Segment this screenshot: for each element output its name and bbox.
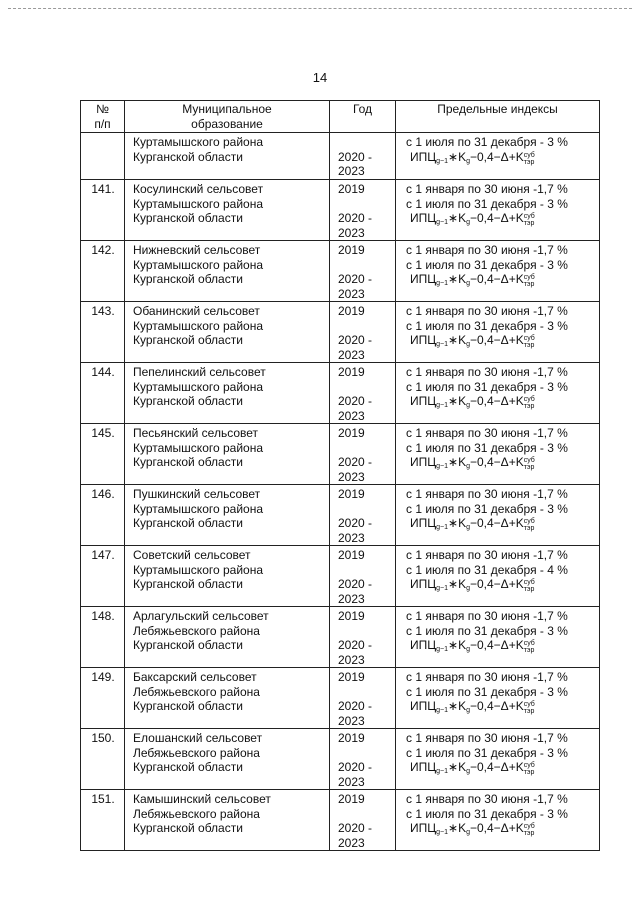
formula-mid2: −0,4−Δ+K — [469, 333, 524, 347]
period-line: с 1 января по 30 июня -1,7 % — [406, 609, 568, 623]
year-single: 2019 — [338, 182, 365, 196]
municipality-line: Камышинский сельсовет — [133, 792, 271, 806]
formula-k-sub: g — [466, 646, 470, 653]
formula-k-sup: суб — [523, 640, 535, 647]
year-range-end: 2023 — [338, 774, 365, 789]
formula-ipc: ИПЦ — [410, 516, 437, 530]
formula-ipc: ИПЦ — [410, 333, 437, 347]
index-formula — [406, 150, 597, 170]
table-body — [81, 133, 600, 851]
row-year-cell — [330, 424, 396, 485]
period-line: с 1 января по 30 июня -1,7 % — [406, 365, 568, 379]
formula-ipc-sub: g−1 — [436, 341, 449, 348]
municipality-line: Куртамышского района — [133, 562, 264, 577]
formula-mid1: ∗K — [448, 577, 467, 591]
municipality-line: Куртамышского района — [133, 501, 264, 516]
formula-mid1: ∗K — [448, 760, 467, 774]
formula-k-sub2: тэр — [523, 281, 535, 288]
formula-k-sub: g — [466, 219, 470, 226]
period-line: с 1 июля по 31 декабря - 3 % — [406, 684, 568, 699]
row-num-cell: 141. — [81, 180, 125, 241]
municipality-line: Куртамышского района — [133, 379, 264, 394]
year-range-start: 2020 - — [338, 149, 373, 164]
year-spacer — [338, 624, 392, 639]
formula-ipc-sub: g−1 — [436, 402, 449, 409]
row-municipality-cell — [125, 668, 330, 729]
municipality-line: Арлагульский сельсовет — [133, 609, 269, 623]
formula-k-sub: g — [466, 402, 470, 409]
row-municipality-cell — [125, 424, 330, 485]
formula-ipc-sub: g−1 — [436, 219, 449, 226]
formula-k-sub: g — [466, 585, 470, 592]
formula-mid1: ∗K — [448, 516, 467, 530]
formula-mid2: −0,4−Δ+K — [469, 455, 524, 469]
formula-k-sup: суб — [523, 762, 535, 769]
table-row — [81, 790, 600, 851]
formula-mid2: −0,4−Δ+K — [469, 699, 524, 713]
formula-mid1: ∗K — [448, 333, 467, 347]
table-row-continued — [81, 133, 600, 180]
year-range-end: 2023 — [338, 408, 365, 423]
year-range-end: 2023 — [338, 713, 365, 728]
formula-k-sub: g — [466, 463, 470, 470]
period-line: с 1 января по 30 июня -1,7 % — [406, 487, 568, 501]
formula-k-sub2: тэр — [523, 525, 535, 532]
formula-k-stack — [524, 213, 535, 227]
year-range-end: 2023 — [338, 530, 365, 545]
table-row — [81, 363, 600, 424]
header-num — [81, 101, 125, 133]
municipality-line: Елошанский сельсовет — [133, 731, 263, 745]
year-spacer — [338, 197, 392, 212]
table-row — [81, 485, 600, 546]
year-single: 2019 — [338, 426, 365, 440]
formula-k-sub2: тэр — [523, 586, 535, 593]
formula-mid2: −0,4−Δ+K — [469, 821, 524, 835]
row-num-cell: 144. — [81, 363, 125, 424]
header-num-line-1: № — [96, 102, 109, 116]
header-row — [81, 101, 600, 133]
formula-mid1: ∗K — [448, 821, 467, 835]
municipality-line: Куртамышского района — [133, 318, 264, 333]
municipality-line: Курганской области — [133, 272, 243, 286]
year-spacer — [338, 441, 392, 456]
formula-k-sup: суб — [523, 335, 535, 342]
formula-k-sub2: тэр — [523, 464, 535, 471]
index-formula — [406, 760, 597, 780]
formula-mid2: −0,4−Δ+K — [469, 149, 524, 164]
formula-mid2: −0,4−Δ+K — [469, 394, 524, 408]
row-year-cell — [330, 302, 396, 363]
year-spacer — [338, 746, 392, 761]
period-line: с 1 января по 30 июня -1,7 % — [406, 182, 568, 196]
row-num-cell: 149. — [81, 668, 125, 729]
municipality-line: Курганской области — [133, 699, 243, 713]
year-spacer — [338, 502, 392, 517]
formula-mid2: −0,4−Δ+K — [469, 577, 524, 591]
formula-k-sup: суб — [523, 151, 535, 159]
formula-mid2: −0,4−Δ+K — [469, 272, 524, 286]
formula-ipc: ИПЦ — [410, 394, 437, 408]
row-index-cell — [396, 607, 600, 668]
year-spacer — [338, 258, 392, 273]
period-line: с 1 июля по 31 декабря - 3 % — [406, 135, 568, 149]
year-spacer — [338, 319, 392, 334]
row-index-cell — [396, 790, 600, 851]
row-index-cell — [396, 241, 600, 302]
municipality-line: Обанинский сельсовет — [133, 304, 260, 318]
municipality-line: Нижневский сельсовет — [133, 243, 261, 257]
formula-ipc: ИПЦ — [410, 149, 437, 164]
row-num-cell: 145. — [81, 424, 125, 485]
formula-k-sup: суб — [523, 457, 535, 464]
period-line: с 1 июля по 31 декабря - 3 % — [406, 379, 568, 394]
municipality-line: Курганской области — [133, 516, 243, 530]
year-range-end: 2023 — [338, 286, 365, 301]
year-spacer — [338, 685, 392, 700]
index-formula — [406, 821, 597, 841]
row-year-cell — [330, 546, 396, 607]
header-municipality — [125, 101, 330, 133]
formula-k-sub2: тэр — [523, 158, 535, 166]
formula-mid2: −0,4−Δ+K — [469, 760, 524, 774]
municipality-line: Куртамышского района — [133, 196, 264, 211]
formula-k-stack — [524, 579, 535, 593]
year-single: 2019 — [338, 304, 365, 318]
municipality-line: Баксарский сельсовет — [133, 670, 257, 684]
year-single: 2019 — [338, 609, 365, 623]
formula-k-stack — [524, 701, 535, 715]
municipality-line: Курганской области — [133, 638, 243, 652]
period-line: с 1 июля по 31 декабря - 3 % — [406, 196, 568, 211]
scan-top-line — [8, 8, 632, 9]
period-line: с 1 января по 30 июня -1,7 % — [406, 731, 568, 745]
municipality-line: Косулинский сельсовет — [133, 182, 264, 196]
table-row — [81, 546, 600, 607]
year-single: 2019 — [338, 548, 365, 562]
year-range-end: 2023 — [338, 225, 365, 240]
row-year-cell — [330, 241, 396, 302]
row-municipality-cell — [125, 729, 330, 790]
formula-ipc-sub: g−1 — [436, 829, 449, 836]
formula-mid1: ∗K — [448, 638, 467, 652]
municipality-line: Курганской области — [133, 333, 243, 347]
municipality-line: Лебяжьевского района — [133, 806, 260, 821]
row-index-cell — [396, 546, 600, 607]
row-index-cell — [396, 133, 600, 180]
row-index-cell — [396, 302, 600, 363]
table-row — [81, 729, 600, 790]
formula-k-stack — [524, 457, 535, 471]
row-municipality-cell — [125, 133, 330, 180]
municipality-line: Курганской области — [133, 455, 243, 469]
formula-ipc-sub: g−1 — [436, 157, 449, 165]
year-single: 2019 — [338, 731, 365, 745]
formula-mid1: ∗K — [448, 394, 467, 408]
index-formula — [406, 516, 597, 536]
formula-k-sub2: тэр — [523, 647, 535, 654]
index-formula — [406, 638, 597, 658]
municipality-line: Пушкинский сельсовет — [133, 487, 261, 501]
formula-k-stack — [524, 152, 535, 166]
period-line: с 1 июля по 31 декабря - 3 % — [406, 745, 568, 760]
municipality-line: Курганской области — [133, 577, 243, 591]
index-formula — [406, 577, 597, 597]
year-single: 2019 — [338, 487, 365, 501]
formula-k-sub: g — [466, 707, 470, 714]
formula-k-sub2: тэр — [523, 708, 535, 715]
formula-k-sub: g — [466, 524, 470, 531]
row-num-cell: 143. — [81, 302, 125, 363]
row-year-cell — [330, 133, 396, 180]
formula-k-stack — [524, 274, 535, 288]
formula-k-stack — [524, 640, 535, 654]
formula-k-sub: g — [466, 280, 470, 287]
period-line: с 1 января по 30 июня -1,7 % — [406, 670, 568, 684]
index-formula — [406, 211, 597, 231]
formula-k-sub: g — [466, 768, 470, 775]
index-formula — [406, 455, 597, 475]
year-spacer — [338, 135, 392, 150]
table-row — [81, 180, 600, 241]
header-index-line-1: Предельные индексы — [437, 102, 558, 116]
year-range-start: 2020 - — [338, 272, 373, 286]
formula-mid1: ∗K — [448, 272, 467, 286]
year-range-end: 2023 — [338, 652, 365, 667]
row-year-cell — [330, 485, 396, 546]
row-municipality-cell — [125, 607, 330, 668]
row-year-cell — [330, 180, 396, 241]
formula-k-sup: суб — [523, 518, 535, 525]
row-municipality-cell — [125, 790, 330, 851]
year-range-end: 2023 — [338, 347, 365, 362]
header-municipality-line-1: Муниципальное — [182, 102, 272, 116]
year-range-end: 2023 — [338, 164, 365, 178]
formula-mid1: ∗K — [448, 699, 467, 713]
municipality-line: Курганской области — [133, 394, 243, 408]
row-num-cell — [81, 133, 125, 180]
row-index-cell — [396, 668, 600, 729]
formula-mid1: ∗K — [448, 455, 467, 469]
row-num-cell: 147. — [81, 546, 125, 607]
header-year — [330, 101, 396, 133]
formula-k-sub: g — [466, 829, 470, 836]
formula-ipc: ИПЦ — [410, 211, 437, 225]
period-line: с 1 июля по 31 декабря - 3 % — [406, 318, 568, 333]
formula-ipc-sub: g−1 — [436, 768, 449, 775]
formula-ipc: ИПЦ — [410, 821, 437, 835]
year-range-start: 2020 - — [338, 516, 373, 530]
row-num-cell: 151. — [81, 790, 125, 851]
formula-k-sup: суб — [523, 823, 535, 830]
formula-k-stack — [524, 335, 535, 349]
row-index-cell — [396, 485, 600, 546]
row-year-cell — [330, 790, 396, 851]
municipality-line: Курганской области — [133, 211, 243, 225]
period-line: с 1 июля по 31 декабря - 3 % — [406, 501, 568, 516]
period-line: с 1 января по 30 июня -1,7 % — [406, 548, 568, 562]
index-formula — [406, 699, 597, 719]
formula-ipc: ИПЦ — [410, 455, 437, 469]
municipality-line: Пепелинский сельсовет — [133, 365, 266, 379]
year-single: 2019 — [338, 243, 365, 257]
table-row — [81, 241, 600, 302]
formula-mid2: −0,4−Δ+K — [469, 211, 524, 225]
year-spacer — [338, 807, 392, 822]
year-single: 2019 — [338, 792, 365, 806]
formula-ipc: ИПЦ — [410, 577, 437, 591]
period-line: с 1 июля по 31 декабря - 3 % — [406, 440, 568, 455]
table-row — [81, 302, 600, 363]
formula-k-sup: суб — [523, 396, 535, 403]
formula-k-sub: g — [466, 157, 470, 165]
table-row — [81, 424, 600, 485]
row-municipality-cell — [125, 546, 330, 607]
row-num-cell: 146. — [81, 485, 125, 546]
formula-mid2: −0,4−Δ+K — [469, 516, 524, 530]
formula-k-sub2: тэр — [523, 342, 535, 349]
municipality-line: Куртамышского района — [133, 440, 264, 455]
formula-ipc-sub: g−1 — [436, 585, 449, 592]
period-line: с 1 июля по 31 декабря - 3 % — [406, 257, 568, 272]
year-range-end: 2023 — [338, 469, 365, 484]
index-formula — [406, 272, 597, 292]
year-range-start: 2020 - — [338, 394, 373, 408]
municipality-line: Курганской области — [133, 821, 243, 835]
formula-ipc-sub: g−1 — [436, 646, 449, 653]
formula-ipc-sub: g−1 — [436, 463, 449, 470]
row-year-cell — [330, 363, 396, 424]
index-formula — [406, 394, 597, 414]
row-year-cell — [330, 729, 396, 790]
year-single: 2019 — [338, 670, 365, 684]
year-single: 2019 — [338, 365, 365, 379]
row-year-cell — [330, 668, 396, 729]
year-range-start: 2020 - — [338, 821, 373, 835]
formula-ipc-sub: g−1 — [436, 524, 449, 531]
year-range-end: 2023 — [338, 835, 365, 850]
formula-k-stack — [524, 762, 535, 776]
table-row — [81, 668, 600, 729]
period-line: с 1 января по 30 июня -1,7 % — [406, 426, 568, 440]
formula-mid2: −0,4−Δ+K — [469, 638, 524, 652]
row-num-cell: 150. — [81, 729, 125, 790]
formula-mid1: ∗K — [448, 149, 467, 164]
formula-k-sub2: тэр — [523, 830, 535, 837]
formula-k-sup: суб — [523, 274, 535, 281]
header-year-line-1: Год — [352, 102, 373, 116]
formula-ipc-sub: g−1 — [436, 280, 449, 287]
formula-ipc: ИПЦ — [410, 760, 437, 774]
formula-k-sub2: тэр — [523, 220, 535, 227]
row-index-cell — [396, 180, 600, 241]
year-range-start: 2020 - — [338, 760, 373, 774]
formula-ipc: ИПЦ — [410, 699, 437, 713]
formula-k-sub: g — [466, 341, 470, 348]
row-municipality-cell — [125, 302, 330, 363]
formula-mid1: ∗K — [448, 211, 467, 225]
municipality-line: Курганской области — [133, 760, 243, 774]
municipality-line: Лебяжьевского района — [133, 684, 260, 699]
header-num-line-2: п/п — [94, 116, 111, 131]
year-range-start: 2020 - — [338, 699, 373, 713]
year-range-start: 2020 - — [338, 455, 373, 469]
municipality-line: Куртамышского района — [133, 257, 264, 272]
formula-ipc-sub: g−1 — [436, 707, 449, 714]
formula-k-sub2: тэр — [523, 769, 535, 776]
formula-k-sub2: тэр — [523, 403, 535, 410]
formula-k-stack — [524, 396, 535, 410]
municipality-line: Курганской области — [133, 149, 243, 164]
year-range-start: 2020 - — [338, 577, 373, 591]
period-line: с 1 июля по 31 декабря - 4 % — [406, 562, 568, 577]
formula-k-sup: суб — [523, 213, 535, 220]
formula-k-sup: суб — [523, 701, 535, 708]
row-municipality-cell — [125, 180, 330, 241]
period-line: с 1 января по 30 июня -1,7 % — [406, 304, 568, 318]
municipality-line: Куртамышского района — [133, 135, 264, 149]
row-index-cell — [396, 729, 600, 790]
year-range-start: 2020 - — [338, 638, 373, 652]
period-line: с 1 января по 30 июня -1,7 % — [406, 243, 568, 257]
period-line: с 1 января по 30 июня -1,7 % — [406, 792, 568, 806]
formula-ipc: ИПЦ — [410, 638, 437, 652]
period-line: с 1 июля по 31 декабря - 3 % — [406, 623, 568, 638]
municipality-line: Песьянский сельсовет — [133, 426, 259, 440]
row-municipality-cell — [125, 363, 330, 424]
year-spacer — [338, 563, 392, 578]
row-num-cell: 148. — [81, 607, 125, 668]
row-index-cell — [396, 363, 600, 424]
year-range-start: 2020 - — [338, 333, 373, 347]
header-index — [396, 101, 600, 133]
row-year-cell — [330, 607, 396, 668]
municipality-line: Лебяжьевского района — [133, 623, 260, 638]
formula-k-stack — [524, 518, 535, 532]
year-range-start: 2020 - — [338, 211, 373, 225]
header-municipality-line-2: образование — [191, 116, 263, 131]
tariff-index-table — [80, 100, 600, 851]
year-spacer — [338, 380, 392, 395]
row-municipality-cell — [125, 241, 330, 302]
table-row — [81, 607, 600, 668]
row-num-cell: 142. — [81, 241, 125, 302]
municipality-line: Лебяжьевского района — [133, 745, 260, 760]
year-range-end: 2023 — [338, 591, 365, 606]
period-line: с 1 июля по 31 декабря - 3 % — [406, 806, 568, 821]
municipality-line: Советский сельсовет — [133, 548, 251, 562]
page-number: 14 — [312, 70, 328, 85]
formula-ipc: ИПЦ — [410, 272, 437, 286]
index-formula — [406, 333, 597, 353]
formula-k-stack — [524, 823, 535, 837]
row-index-cell — [396, 424, 600, 485]
row-municipality-cell — [125, 485, 330, 546]
formula-k-sup: суб — [523, 579, 535, 586]
